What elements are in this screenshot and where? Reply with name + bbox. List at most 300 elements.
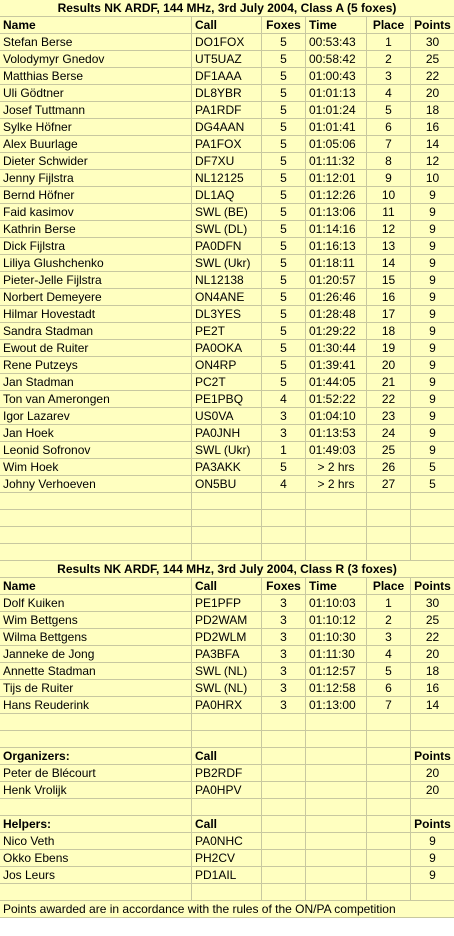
- empty-cell: [306, 816, 367, 832]
- foxes-count: 5: [262, 459, 306, 475]
- finish-time: 01:12:57: [306, 663, 367, 679]
- empty-cell: [192, 544, 262, 560]
- points: 20: [425, 86, 440, 100]
- points: 14: [425, 137, 440, 151]
- finish-time: 01:11:32: [306, 153, 367, 169]
- points: 9: [429, 375, 436, 389]
- header-name: Name: [0, 17, 192, 33]
- empty-cell: [306, 510, 367, 526]
- header-foxes: Foxes: [262, 17, 306, 33]
- participant-call: PA0NHC: [192, 833, 262, 849]
- header-call: Call: [192, 578, 262, 594]
- empty-cell: [411, 714, 454, 730]
- empty-cell: [192, 714, 262, 730]
- finish-time: > 2 hrs: [306, 476, 367, 492]
- empty-cell: [306, 748, 367, 764]
- foxes-count: 5: [262, 221, 306, 237]
- empty-cell: [262, 799, 306, 815]
- table-row: [0, 34, 454, 51]
- helpers-heading: Helpers:: [0, 816, 192, 832]
- finish-time: 01:26:46: [306, 289, 367, 305]
- foxes-count: 5: [262, 204, 306, 220]
- empty-cell: [367, 833, 411, 849]
- helpers-header-row: [0, 816, 454, 833]
- table-row: [0, 153, 454, 170]
- finish-time: 01:28:48: [306, 306, 367, 322]
- empty-cell: [262, 731, 306, 747]
- points: 9: [429, 205, 436, 219]
- points: 20: [425, 783, 440, 797]
- points: 9: [429, 188, 436, 202]
- table-row: [0, 391, 454, 408]
- organizers-call-header: Call: [192, 748, 262, 764]
- points: 9: [429, 392, 436, 406]
- finish-time: 01:10:12: [306, 612, 367, 628]
- blank-row: [0, 527, 454, 544]
- finish-time: 01:01:24: [306, 102, 367, 118]
- empty-cell: [306, 544, 367, 560]
- place: 13: [367, 238, 411, 254]
- blank-row: [0, 799, 454, 816]
- empty-cell: [306, 867, 367, 883]
- foxes-count: 3: [262, 697, 306, 713]
- header-place: Place: [367, 17, 411, 33]
- organizers-points-header: Points: [414, 749, 451, 763]
- participant-call: US0VA: [192, 408, 262, 424]
- class-r-header-row: [0, 578, 454, 595]
- finish-time: > 2 hrs: [306, 459, 367, 475]
- table-row: [0, 68, 454, 85]
- participant-name: Jan Hoek: [0, 425, 192, 441]
- place: 17: [367, 306, 411, 322]
- participant-name: Tijs de Ruiter: [0, 680, 192, 696]
- organizers-blank-rows: [0, 799, 454, 816]
- empty-cell: [367, 782, 411, 798]
- empty-cell: [367, 867, 411, 883]
- participant-call: UT5UAZ: [192, 51, 262, 67]
- participant-call: DF1AAA: [192, 68, 262, 84]
- participant-name: Matthias Berse: [0, 68, 192, 84]
- table-row: [0, 102, 454, 119]
- points: 9: [429, 443, 436, 457]
- place: 15: [367, 272, 411, 288]
- participant-call: SWL (Ukr): [192, 255, 262, 271]
- points: 9: [429, 426, 436, 440]
- participant-call: NL12125: [192, 170, 262, 186]
- participant-call: PE2T: [192, 323, 262, 339]
- table-row: [0, 476, 454, 493]
- points: 5: [429, 477, 436, 491]
- finish-time: 01:14:16: [306, 221, 367, 237]
- participant-name: Wim Hoek: [0, 459, 192, 475]
- points: 9: [429, 834, 436, 848]
- points: 16: [425, 681, 440, 695]
- header-foxes: Foxes: [262, 578, 306, 594]
- place: 4: [367, 85, 411, 101]
- table-row: [0, 629, 454, 646]
- empty-cell: [306, 714, 367, 730]
- blank-row: [0, 731, 454, 748]
- place: 7: [367, 697, 411, 713]
- foxes-count: 5: [262, 238, 306, 254]
- participant-call: PB2RDF: [192, 765, 262, 781]
- participant-call: DF7XU: [192, 153, 262, 169]
- table-row: [0, 85, 454, 102]
- participant-name: Johny Verhoeven: [0, 476, 192, 492]
- foxes-count: 5: [262, 34, 306, 50]
- empty-cell: [367, 850, 411, 866]
- empty-cell: [367, 544, 411, 560]
- table-row: [0, 595, 454, 612]
- blank-row: [0, 493, 454, 510]
- participant-name: Alex Buurlage: [0, 136, 192, 152]
- empty-cell: [262, 833, 306, 849]
- empty-cell: [367, 493, 411, 509]
- place: 16: [367, 289, 411, 305]
- participant-call: SWL (NL): [192, 680, 262, 696]
- participant-name: Hans Reuderink: [0, 697, 192, 713]
- participant-call: PA3AKK: [192, 459, 262, 475]
- class-r-title: Results NK ARDF, 144 MHz, 3rd July 2004, Class R (3 foxes): [0, 561, 454, 578]
- foxes-count: 4: [262, 391, 306, 407]
- empty-cell: [262, 748, 306, 764]
- place: 8: [367, 153, 411, 169]
- foxes-count: 5: [262, 136, 306, 152]
- participant-name: Sylke Höfner: [0, 119, 192, 135]
- table-row: [0, 765, 454, 782]
- empty-cell: [0, 527, 192, 543]
- points: 5: [429, 460, 436, 474]
- points: 25: [425, 52, 440, 66]
- participant-name: Henk Vrolijk: [0, 782, 192, 798]
- table-row: [0, 850, 454, 867]
- empty-cell: [306, 833, 367, 849]
- points: 22: [425, 69, 440, 83]
- foxes-count: 3: [262, 680, 306, 696]
- points: 30: [425, 596, 440, 610]
- table-row: [0, 323, 454, 340]
- participant-call: DL3YES: [192, 306, 262, 322]
- points: 9: [429, 341, 436, 355]
- participant-call: PD1AIL: [192, 867, 262, 883]
- place: 19: [367, 340, 411, 356]
- place: 24: [367, 425, 411, 441]
- participant-name: Norbert Demeyere: [0, 289, 192, 305]
- points: 9: [429, 307, 436, 321]
- foxes-count: 5: [262, 51, 306, 67]
- participant-name: Rene Putzeys: [0, 357, 192, 373]
- participant-call: PA1RDF: [192, 102, 262, 118]
- participant-name: Janneke de Jong: [0, 646, 192, 662]
- header-name: Name: [0, 578, 192, 594]
- empty-cell: [0, 799, 192, 815]
- empty-cell: [411, 544, 454, 560]
- participant-call: PH2CV: [192, 850, 262, 866]
- place: 18: [367, 323, 411, 339]
- table-row: [0, 680, 454, 697]
- class-r-blank-rows: [0, 714, 454, 748]
- foxes-count: 3: [262, 408, 306, 424]
- finish-time: 01:44:05: [306, 374, 367, 390]
- table-row: [0, 170, 454, 187]
- participant-call: ON5BU: [192, 476, 262, 492]
- empty-cell: [306, 884, 367, 900]
- participant-call: DL1AQ: [192, 187, 262, 203]
- participant-call: PA1FOX: [192, 136, 262, 152]
- table-row: [0, 357, 454, 374]
- foxes-count: 3: [262, 646, 306, 662]
- table-row: [0, 238, 454, 255]
- empty-cell: [192, 731, 262, 747]
- empty-cell: [306, 493, 367, 509]
- empty-cell: [0, 731, 192, 747]
- participant-call: PC2T: [192, 374, 262, 390]
- points: 20: [425, 766, 440, 780]
- organizers-rows: [0, 765, 454, 799]
- place: 2: [367, 51, 411, 67]
- participant-call: SWL (Ukr): [192, 442, 262, 458]
- foxes-count: 5: [262, 306, 306, 322]
- participant-call: SWL (DL): [192, 221, 262, 237]
- participant-name: Liliya Glushchenko: [0, 255, 192, 271]
- points: 9: [429, 324, 436, 338]
- participant-call: PA0JNH: [192, 425, 262, 441]
- empty-cell: [192, 884, 262, 900]
- table-row: [0, 663, 454, 680]
- empty-cell: [262, 714, 306, 730]
- finish-time: 01:49:03: [306, 442, 367, 458]
- table-row: [0, 204, 454, 221]
- helpers-blank-rows: [0, 884, 454, 901]
- participant-name: Dieter Schwider: [0, 153, 192, 169]
- participant-name: Jos Leurs: [0, 867, 192, 883]
- place: 2: [367, 612, 411, 628]
- points: 9: [429, 273, 436, 287]
- finish-time: 01:18:11: [306, 255, 367, 271]
- points: 9: [429, 851, 436, 865]
- class-a-title: Results NK ARDF, 144 MHz, 3rd July 2004, Class A (5 foxes): [0, 0, 454, 17]
- header-points: Points: [414, 18, 451, 32]
- place: 6: [367, 680, 411, 696]
- empty-cell: [262, 510, 306, 526]
- participant-call: PE1PBQ: [192, 391, 262, 407]
- empty-cell: [411, 510, 454, 526]
- participant-call: PA0DFN: [192, 238, 262, 254]
- organizers-header-row: [0, 748, 454, 765]
- finish-time: 01:13:00: [306, 697, 367, 713]
- foxes-count: 5: [262, 119, 306, 135]
- place: 7: [367, 136, 411, 152]
- participant-name: Bernd Höfner: [0, 187, 192, 203]
- blank-row: [0, 714, 454, 731]
- empty-cell: [411, 884, 454, 900]
- empty-cell: [367, 884, 411, 900]
- finish-time: 01:39:41: [306, 357, 367, 373]
- empty-cell: [306, 850, 367, 866]
- participant-call: PD2WAM: [192, 612, 262, 628]
- participant-name: Peter de Blécourt: [0, 765, 192, 781]
- table-row: [0, 833, 454, 850]
- points: 9: [429, 256, 436, 270]
- participant-name: Jenny Fijlstra: [0, 170, 192, 186]
- participant-call: SWL (NL): [192, 663, 262, 679]
- table-row: [0, 272, 454, 289]
- empty-cell: [192, 493, 262, 509]
- place: 20: [367, 357, 411, 373]
- finish-time: 01:01:13: [306, 85, 367, 101]
- participant-name: Leonid Sofronov: [0, 442, 192, 458]
- participant-name: Dick Fijlstra: [0, 238, 192, 254]
- finish-time: 01:20:57: [306, 272, 367, 288]
- foxes-count: 5: [262, 340, 306, 356]
- helpers-points-header: Points: [414, 817, 451, 831]
- empty-cell: [367, 731, 411, 747]
- empty-cell: [306, 799, 367, 815]
- empty-cell: [0, 493, 192, 509]
- points: 9: [429, 290, 436, 304]
- participant-call: PA0HPV: [192, 782, 262, 798]
- footer-note: Points awarded are in accordance with the rules of the ON/PA competition: [0, 901, 454, 918]
- empty-cell: [262, 544, 306, 560]
- finish-time: 00:53:43: [306, 34, 367, 50]
- table-row: [0, 289, 454, 306]
- empty-cell: [0, 714, 192, 730]
- table-row: [0, 408, 454, 425]
- empty-cell: [262, 884, 306, 900]
- table-row: [0, 612, 454, 629]
- points: 9: [429, 239, 436, 253]
- points: 9: [429, 358, 436, 372]
- points: 18: [425, 103, 440, 117]
- place: 22: [367, 391, 411, 407]
- blank-row: [0, 884, 454, 901]
- participant-name: Jan Stadman: [0, 374, 192, 390]
- place: 10: [367, 187, 411, 203]
- empty-cell: [262, 765, 306, 781]
- participant-name: Hilmar Hovestadt: [0, 306, 192, 322]
- header-time: Time: [306, 17, 367, 33]
- finish-time: 01:10:03: [306, 595, 367, 611]
- foxes-count: 3: [262, 425, 306, 441]
- place: 21: [367, 374, 411, 390]
- empty-cell: [367, 816, 411, 832]
- foxes-count: 3: [262, 663, 306, 679]
- points: 9: [429, 222, 436, 236]
- table-row: [0, 782, 454, 799]
- participant-call: ON4RP: [192, 357, 262, 373]
- participant-call: NL12138: [192, 272, 262, 288]
- points: 22: [425, 630, 440, 644]
- table-row: [0, 646, 454, 663]
- foxes-count: 4: [262, 476, 306, 492]
- participant-call: DG4AAN: [192, 119, 262, 135]
- table-row: [0, 697, 454, 714]
- participant-call: PA3BFA: [192, 646, 262, 662]
- participant-name: Wilma Bettgens: [0, 629, 192, 645]
- empty-cell: [306, 765, 367, 781]
- points: 9: [429, 868, 436, 882]
- place: 5: [367, 102, 411, 118]
- participant-call: PA0OKA: [192, 340, 262, 356]
- participant-name: Wim Bettgens: [0, 612, 192, 628]
- points: 9: [429, 409, 436, 423]
- participant-name: Stefan Berse: [0, 34, 192, 50]
- class-a-blank-rows: [0, 493, 454, 561]
- empty-cell: [367, 510, 411, 526]
- empty-cell: [306, 782, 367, 798]
- empty-cell: [192, 799, 262, 815]
- place: 25: [367, 442, 411, 458]
- empty-cell: [262, 527, 306, 543]
- participant-call: PE1PFP: [192, 595, 262, 611]
- foxes-count: 5: [262, 323, 306, 339]
- foxes-count: 5: [262, 272, 306, 288]
- participant-call: DO1FOX: [192, 34, 262, 50]
- points: 16: [425, 120, 440, 134]
- participant-call: SWL (BE): [192, 204, 262, 220]
- participant-name: Sandra Stadman: [0, 323, 192, 339]
- empty-cell: [367, 714, 411, 730]
- finish-time: 01:52:22: [306, 391, 367, 407]
- foxes-count: 5: [262, 68, 306, 84]
- participant-name: Josef Tuttmann: [0, 102, 192, 118]
- participant-call: PA0HRX: [192, 697, 262, 713]
- participant-name: Volodymyr Gnedov: [0, 51, 192, 67]
- finish-time: 01:29:22: [306, 323, 367, 339]
- place: 5: [367, 663, 411, 679]
- place: 9: [367, 170, 411, 186]
- empty-cell: [0, 884, 192, 900]
- empty-cell: [262, 867, 306, 883]
- points: 14: [425, 698, 440, 712]
- finish-time: 01:13:53: [306, 425, 367, 441]
- empty-cell: [0, 510, 192, 526]
- table-row: [0, 867, 454, 884]
- foxes-count: 5: [262, 153, 306, 169]
- place: 4: [367, 646, 411, 662]
- foxes-count: 5: [262, 85, 306, 101]
- empty-cell: [367, 748, 411, 764]
- participant-name: Igor Lazarev: [0, 408, 192, 424]
- class-r-rows: [0, 595, 454, 714]
- class-a-header-row: [0, 17, 454, 34]
- finish-time: 01:16:13: [306, 238, 367, 254]
- points: 30: [425, 35, 440, 49]
- foxes-count: 3: [262, 612, 306, 628]
- empty-cell: [411, 799, 454, 815]
- table-row: [0, 255, 454, 272]
- finish-time: 01:13:06: [306, 204, 367, 220]
- participant-name: Nico Veth: [0, 833, 192, 849]
- table-row: [0, 442, 454, 459]
- table-row: [0, 119, 454, 136]
- empty-cell: [367, 799, 411, 815]
- foxes-count: 5: [262, 102, 306, 118]
- points: 20: [425, 647, 440, 661]
- finish-time: 01:11:30: [306, 646, 367, 662]
- place: 27: [367, 476, 411, 492]
- table-row: [0, 221, 454, 238]
- foxes-count: 5: [262, 255, 306, 271]
- place: 14: [367, 255, 411, 271]
- place: 3: [367, 68, 411, 84]
- points: 18: [425, 664, 440, 678]
- foxes-count: 5: [262, 289, 306, 305]
- header-place: Place: [367, 578, 411, 594]
- place: 1: [367, 595, 411, 611]
- foxes-count: 1: [262, 442, 306, 458]
- participant-name: Ton van Amerongen: [0, 391, 192, 407]
